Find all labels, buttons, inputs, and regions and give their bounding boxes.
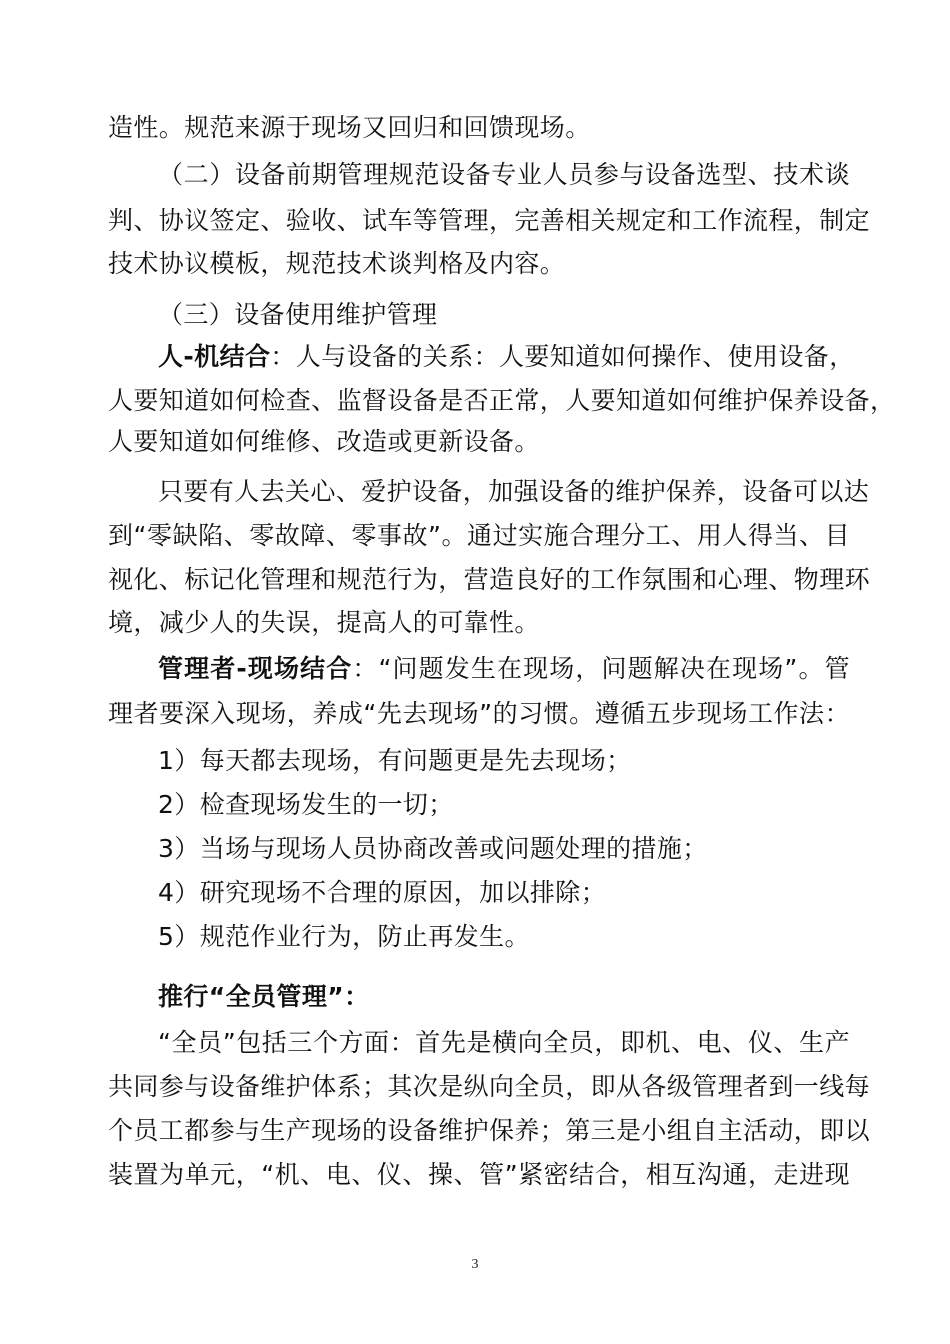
text-segment: 只要有人去关心、爱护设备，加强设备的维护保养，设备可以达	[158, 477, 870, 506]
text-segment: “全员”包括三个方面：首先是横向全员，即机、电、仪、生产	[158, 1028, 850, 1057]
text-segment: 4）研究现场不合理的原因，加以排除；	[158, 878, 607, 907]
text-segment: 人要知道如何维修、改造或更新设备。	[108, 427, 540, 456]
text-line	[108, 1070, 871, 1104]
text-line	[108, 204, 871, 238]
text-segment: 5）规范作业行为，防止再发生。	[158, 922, 530, 951]
text-segment: 到“零缺陷、零故障、零事故”。通过实施合理分工、用人得当、目	[108, 521, 850, 550]
section-heading-usage-maintenance	[158, 298, 437, 332]
text-segment: 造性。规范来源于现场又回归和回馈现场。	[108, 113, 591, 142]
section-heading-full-staff	[158, 980, 369, 1014]
text-segment: 境，减少人的失误，提高人的可靠性。	[108, 608, 540, 637]
text-segment: 技术协议模板，规范技术谈判格及内容。	[108, 249, 566, 278]
bold-term-human-machine: 人-机结合	[158, 342, 271, 371]
text-segment: 个员工都参与生产现场的设备维护保养；第三是小组自主活动，即以	[108, 1116, 871, 1145]
text-segment: ：	[344, 982, 370, 1011]
section-heading-pre-management	[158, 158, 850, 192]
text-segment: 2）检查现场发生的一切；	[158, 790, 454, 819]
list-item-4	[158, 876, 606, 910]
list-item-3	[158, 832, 708, 866]
text-segment: 1）每天都去现场，有问题更是先去现场；	[158, 746, 632, 775]
text-segment: （三）设备使用维护管理	[158, 300, 438, 329]
text-segment: 人要知道如何检查、监督设备是否正常，人要知道如何维护保养设备，	[108, 386, 896, 415]
paragraph-care-equipment	[158, 475, 870, 509]
text-segment: 理者要深入现场，养成“先去现场”的习惯。遵循五步现场工作法：	[108, 699, 850, 728]
text-segment: 装置为单元，“机、电、仪、操、管”紧密结合，相互沟通，走进现	[108, 1160, 850, 1189]
paragraph-full-staff	[158, 1026, 850, 1060]
text-segment: 3）当场与现场人员协商改善或问题处理的措施；	[158, 834, 708, 863]
text-line	[108, 111, 591, 145]
text-line	[108, 425, 540, 459]
paragraph-manager-site	[158, 652, 850, 686]
paragraph-human-machine	[158, 340, 855, 374]
text-line	[108, 384, 896, 418]
page-number: 3	[471, 1257, 479, 1272]
text-line	[108, 697, 850, 731]
text-line	[108, 1158, 850, 1192]
text-line	[108, 1114, 871, 1148]
text-segment: ：“问题发生在现场，问题解决在现场”。管	[352, 654, 850, 683]
text-line	[108, 519, 850, 553]
text-segment: 判、协议签定、验收、试车等管理，完善相关规定和工作流程，制定	[108, 206, 871, 235]
list-item-5	[158, 920, 530, 954]
text-segment: （二）设备前期管理规范设备专业人员参与设备选型、技术谈	[158, 160, 850, 189]
text-line	[108, 563, 871, 597]
list-item-1	[158, 744, 632, 778]
text-line	[108, 606, 540, 640]
list-item-2	[158, 788, 454, 822]
bold-term-full-staff: 推行“全员管理”	[158, 982, 345, 1011]
bold-term-manager-site: 管理者-现场结合	[158, 654, 353, 683]
text-line	[108, 247, 565, 281]
text-segment: 视化、标记化管理和规范行为，营造良好的工作氛围和心理、物理环	[108, 565, 871, 594]
text-segment: ：人与设备的关系：人要知道如何操作、使用设备，	[270, 342, 855, 371]
text-segment: 共同参与设备维护体系；其次是纵向全员，即从各级管理者到一线每	[108, 1072, 871, 1101]
